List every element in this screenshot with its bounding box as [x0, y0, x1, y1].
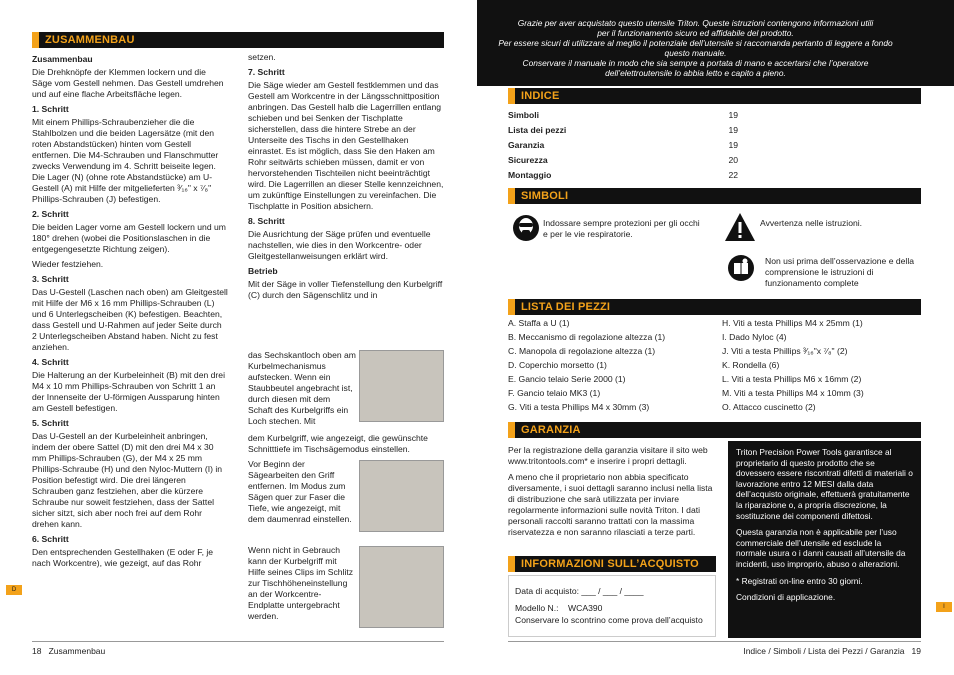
index-label: Sicurezza — [508, 155, 548, 165]
section-title: INFORMAZIONI SULL’ACQUISTO — [521, 558, 699, 570]
section-title: INDICE — [521, 90, 560, 102]
index-page: 19 — [728, 125, 738, 135]
part-item: G. Viti a testa Phillips M4 x 30mm (3) — [508, 402, 650, 412]
index-row — [508, 140, 738, 155]
warning-triangle-icon — [724, 212, 756, 242]
index-row — [508, 125, 738, 140]
paragraph: Mit der Säge in voller Tiefenstellung den Kurbelgriff (C) durch den Sägenschlitz und in — [248, 279, 443, 300]
step-heading: 7. Schritt — [248, 67, 285, 77]
section-title: LISTA DEI PEZZI — [521, 301, 611, 313]
section-title: SIMBOLI — [521, 190, 569, 202]
paragraph: dem Kurbelgriff, wie angezeigt, die gewünschte Schnitttiefe im Tischsägemodus einstellen. — [248, 433, 428, 454]
section-header-info — [508, 556, 716, 572]
index-list — [508, 110, 738, 185]
left-column-2-narrow-2 — [248, 459, 356, 529]
part-item: I. Dado Nyloc (4) — [722, 332, 787, 342]
section-header-simboli — [508, 188, 921, 204]
purchase-date: Data di acquisto: ___ / ___ / ____ — [515, 586, 644, 596]
paragraph: * Registrati on-line entro 30 giorni. — [736, 575, 863, 586]
index-label: Garanzia — [508, 140, 545, 150]
index-page: 19 — [728, 140, 738, 150]
section-header-garanzia — [508, 422, 921, 438]
paragraph: Die Säge wieder am Gestell festklemmen und das Gestell am Workcentre in der Längsschnittposition anbringen. Das Gestell halb die Lagerrillen entlang schieben und bei Senken der Tischplatte sicherstellen, dass die hintere Strebe an der Unterseite des Tischs in den Gestellhaken einrastet. Es ist möglich, dass Sie den Haken am Rohr seitwärts schieben müssen, damit er von hervorstehenden Tischteilen nicht beeinträchtigt wird. Die Lagerrillen an dieser Stelle kennzeichnen, um zukünftige Einstellungen zu vereinfachen. Die Tischplatte in Position absichern. — [248, 80, 444, 211]
paragraph: Die Drehknöpfe der Klemmen lockern und die Säge vom Gestell nehmen. Das Gestell umdrehen und auf eine flache Arbeitsfläche legen. — [32, 67, 224, 99]
part-item: H. Viti a testa Phillips M4 x 25mm (1) — [722, 318, 863, 328]
part-item: L. Viti a testa Phillips M6 x 16mm (2) — [722, 374, 862, 384]
protective-gear-icon — [512, 214, 540, 242]
part-item: O. Attacco cuscinetto (2) — [722, 402, 816, 412]
index-label: Simboli — [508, 110, 540, 120]
part-item: B. Meccanismo di regolazione altezza (1) — [508, 332, 666, 342]
step-heading: 8. Schritt — [248, 216, 285, 226]
symbol-text-protection: Indossare sempre protezioni per gli occhi e per le vie respiratorie. — [543, 218, 700, 239]
photo-handle-storage — [359, 546, 444, 628]
index-page: 20 — [728, 155, 738, 165]
symbol-text-warning: Avvertenza nelle istruzioni. — [760, 218, 863, 228]
index-page: 19 — [728, 110, 738, 120]
section-header-zusammenbau — [32, 32, 444, 48]
step-heading: 4. Schritt — [32, 357, 69, 367]
footer-rule — [32, 641, 444, 642]
footer-rule — [508, 641, 921, 642]
step-heading: 3. Schritt — [32, 274, 69, 284]
part-item: J. Viti a testa Phillips ³⁄₁₆"x ⁷⁄₈" (2) — [722, 346, 848, 356]
part-item: A. Staffa a U (1) — [508, 318, 570, 328]
step-heading: 2. Schritt — [32, 209, 69, 219]
index-page: 22 — [728, 170, 738, 180]
intro-line: questo manuale. — [664, 48, 727, 58]
section-title: ZUSAMMENBAU — [45, 34, 135, 46]
step-heading: 6. Schritt — [32, 534, 69, 544]
left-column-2-wide-1 — [248, 433, 444, 459]
model-row — [515, 603, 602, 614]
symbol-text-manual: Non usi prima dell’osservazione e della comprensione le istruzioni di funzionamento complete — [765, 256, 915, 288]
section-header-indice — [508, 88, 921, 104]
intro-line: Per essere sicuri di utilizzare al meglio il potenziale dell’utensile si raccomanda pertanto di leggere a fondo — [498, 38, 893, 48]
step-heading: 5. Schritt — [32, 418, 69, 428]
paragraph: Per la registrazione della garanzia visitare il sito web www.tritontools.com* e inserire i propri dettagli. — [508, 445, 708, 466]
model-label: Modello N.: — [515, 603, 559, 613]
index-label: Lista dei pezzi — [508, 125, 567, 135]
part-item: F. Gancio telaio MK3 (1) — [508, 388, 601, 398]
photo-depth-adjust — [359, 460, 444, 532]
paragraph: Das U-Gestell (Laschen nach oben) am Gleitgestell mit Hilfe der M6 x 16 mm Phillips-Schrauben (L) und 6 Unterlegscheiben (K) befestigen. Beachten, dass Gestell und U-Rahmen auf jeder Seite durch 2 Unterlegscheiben Abstand haben. Nicht zu fest anziehen. — [32, 287, 228, 352]
paragraph: Das U-Gestell an der Kurbeleinheit anbringen, indem der obere Sattel (D) mit den drei M4 x 30 mm Phillips-Schrauben (G), der M4 x 25 mm Phillips-Schraube (H) und den Nyloc-Muttern (I) in Position befestigt wird. Die drei längeren Schrauben ganz festziehen, aber die kürzere Schraube nur soweit festziehen, dass der Sattel sicher sitzt, sich aber noch frei auf dem Rohr drehen kann. — [32, 431, 223, 529]
paragraph: Questa garanzia non è applicabile per l’uso commerciale dell’utensile ed esclude la normale usura o i danni causati all’utensile da incidenti, uso improprio, abuso o alterazioni. — [736, 527, 906, 569]
part-item: C. Manopola di regolazione altezza (1) — [508, 346, 656, 356]
index-row — [508, 170, 738, 185]
paragraph: Den entsprechenden Gestellhaken (E oder F, je nach Workcentre), wie gezeigt, auf das Rohr — [32, 547, 214, 568]
paragraph: Condizioni di applicazione. — [736, 592, 836, 603]
left-column-2 — [248, 52, 444, 305]
index-label: Montaggio — [508, 170, 552, 180]
page-tab-d: D — [6, 585, 22, 595]
page-number: 18 — [32, 646, 42, 656]
intro-text — [477, 18, 954, 78]
paragraph: Die Halterung an der Kurbeleinheit (B) mit den drei M4 x 10 mm Phillips-Schrauben von Schritt 1 an der Innenseite der U-förmigen Aussparung hinten am Gestell befestigen. — [32, 370, 225, 413]
index-row — [508, 155, 738, 170]
intro-banner — [477, 0, 954, 86]
receipt-note: Conservare lo scontrino come prova dell’acquisto — [515, 615, 703, 625]
paragraph: Mit einem Phillips-Schraubenzieher die die Stahlbolzen und die beiden Lagersätze (mit den roten Abstandstücken) hinten vom Gestell entfernen. Die M4-Schrauben und Flanschmutter zwecks Verwendung im 4. Schritt beiseite legen. Die Lager (N) (ohne rote Abstandstücke) am U-Gestell (A) mit Hilfe der mitgelieferten ³⁄₁₆" x ⁷⁄₈" Phillips-Schrauben (J) befestigen. — [32, 117, 219, 204]
footer-right — [508, 646, 921, 657]
parts-list-left — [508, 318, 718, 416]
page-tab-i: I — [936, 602, 952, 612]
part-item: K. Rondella (6) — [722, 360, 780, 370]
paragraph: Wieder festziehen. — [32, 259, 104, 269]
page-number: 19 — [911, 646, 921, 656]
footer-label: Indice / Simboli / Lista dei Pezzi / Garanzia — [743, 646, 905, 656]
paragraph: Triton Precision Power Tools garantisce al proprietario di questo prodotto che se dovessero essere riscontrati difetti di materiali o lavorazione entro 12 MESI dalla data dell’acquisto originale, effettuerà gratuitamente la riparazione o, a propria discrezione, la sostituzione dei componenti difettosi. — [736, 447, 913, 521]
paragraph: das Sechskantloch oben am Kurbelmechanismus aufstecken. Wenn ein Staubbeutel angebracht ist, durch diesen mit dem Schaft des Kurbelgriffs ein Loch stechen. Mit — [248, 350, 356, 426]
footer-left — [32, 646, 105, 657]
intro-line: Grazie per aver acquistato questo utensile Triton. Queste istruzioni contengono informazioni utili — [517, 18, 874, 28]
intro-line: per il funzionamento sicuro ed affidabile del prodotto. — [597, 28, 794, 38]
purchase-info-box — [508, 575, 716, 637]
paragraph: Vor Beginn der Sägearbeiten den Griff entfernen. Im Modus zum Sägen quer zur Faser die Tiefe, wie angezeigt, mit dem daumenrad einstellen. — [248, 459, 352, 524]
step-heading: Zusammenbau — [32, 54, 93, 64]
paragraph: A meno che il proprietario non abbia specificato diversamente, i suoi dettagli saranno inclusi nella lista di distribuzione che sarà utilizzata per inviare regolarmente informazioni sulle novità Triton. I dati personali raccolti saranno trattati con la massima riservatezza e non saranno rilasciati a terze parti. — [508, 472, 713, 537]
part-item: E. Gancio telaio Serie 2000 (1) — [508, 374, 626, 384]
left-column-1 — [32, 52, 228, 573]
paragraph: setzen. — [248, 52, 276, 62]
left-column-2-narrow-3 — [248, 545, 356, 626]
section-header-lista — [508, 299, 921, 315]
left-column-2-narrow-1 — [248, 350, 356, 431]
read-manual-icon — [727, 254, 755, 282]
part-item: D. Coperchio morsetto (1) — [508, 360, 607, 370]
part-item: M. Viti a testa Phillips M4 x 10mm (3) — [722, 388, 864, 398]
step-heading: 1. Schritt — [32, 104, 69, 114]
photo-crank-handle — [359, 350, 444, 422]
paragraph: Wenn nicht in Gebrauch kann der Kurbelgriff mit Hilfe seines Clips im Schlitz zur Tischhöheneinstellung an der Workcentre-Endplatte untergebracht werden. — [248, 545, 354, 621]
footer-label: Zusammenbau — [48, 646, 106, 656]
parts-list-right — [722, 318, 922, 416]
paragraph: Die Ausrichtung der Säge prüfen und eventuelle nachstellen, wie dies in den Workcentre- oder Gleitgestellanweisungen erklärt wird. — [248, 229, 431, 261]
warranty-text — [508, 445, 716, 542]
paragraph: Die beiden Lager vorne am Gestell lockern und um 180° drehen (wobei die Positionslaschen in die entgegengesetzte Richtung zeigen). — [32, 222, 226, 254]
model-value: WCA390 — [568, 603, 603, 613]
warranty-box — [728, 441, 921, 638]
intro-line: dell’elettroutensile lo abbia letto e capito a pieno. — [605, 68, 786, 78]
index-row — [508, 110, 738, 125]
step-heading: Betrieb — [248, 266, 278, 276]
section-title: GARANZIA — [521, 424, 581, 436]
intro-line: Conservare il manuale in modo che sia sempre a portata di mano e accertarsi che l’operatore — [522, 58, 869, 68]
